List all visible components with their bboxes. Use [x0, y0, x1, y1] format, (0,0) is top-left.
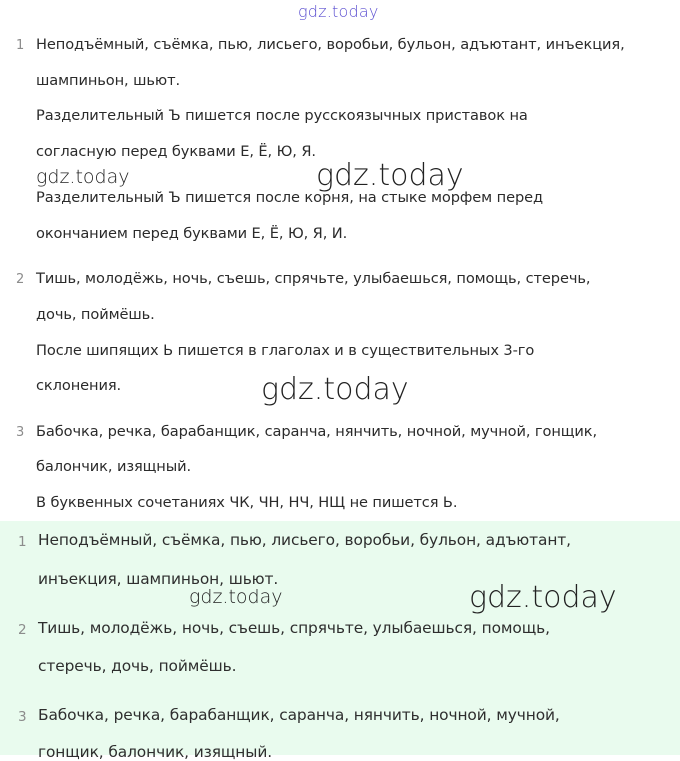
answer-line: Неподъёмный, съёмка, пью, лисьего, воробьи, бульон, адъютант, инъекция, — [36, 36, 625, 53]
watermark-text: gdz.today — [298, 2, 379, 21]
answer-line: Тишь, молодёжь, ночь, съешь, спрячьте, улыбаешься, помощь, — [38, 619, 550, 637]
watermark-text: gdz.today — [469, 580, 617, 615]
item-number: 1 — [18, 534, 27, 550]
watermark-text: gdz.today — [189, 586, 283, 608]
answer-panel — [0, 521, 680, 761]
answer-line: балончик, изящный. — [36, 458, 192, 475]
answer-line: инъекция, шампиньон, шьют. — [38, 570, 279, 588]
item-number: 3 — [18, 709, 27, 725]
rule-line: склонения. — [36, 377, 122, 394]
rule-line: После шипящих Ь пишется в глаголах и в существительных 3-го — [36, 342, 535, 359]
answer-line: Бабочка, речка, барабанщик, саранча, нянчить, ночной, мучной, гонщик, — [36, 423, 598, 440]
item-number: 2 — [16, 272, 25, 287]
rule-line: согласную перед буквами Е, Ё, Ю, Я. — [36, 143, 316, 160]
answer-line: стеречь, дочь, поймёшь. — [38, 657, 237, 675]
watermark-text: gdz.today — [36, 166, 130, 188]
item-number: 3 — [16, 425, 25, 440]
answer-line: дочь, поймёшь. — [36, 306, 155, 323]
rule-line: Разделительный Ъ пишется после корня, на стыке морфем перед — [36, 189, 543, 206]
item-number: 2 — [18, 622, 27, 638]
answer-line: гонщик, балончик, изящный. — [38, 743, 273, 761]
rule-line: окончанием перед буквами Е, Ё, Ю, Я, И. — [36, 225, 348, 242]
answer-line: Бабочка, речка, барабанщик, саранча, нянчить, ночной, мучной, — [38, 706, 560, 724]
rule-line: Разделительный Ъ пишется после русскоязычных приставок на — [36, 107, 528, 124]
answer-line: Неподъёмный, съёмка, пью, лисьего, воробьи, бульон, адъютант, — [38, 531, 571, 549]
answer-line: Тишь, молодёжь, ночь, съешь, спрячьте, улыбаешься, помощь, стеречь, — [36, 270, 591, 287]
rule-line: В буквенных сочетаниях ЧК, ЧН, НЧ, НЩ не пишется Ь. — [36, 494, 458, 511]
answer-line: шампиньон, шьют. — [36, 72, 181, 89]
watermark-text: gdz.today — [316, 158, 464, 193]
watermark-text: gdz.today — [261, 372, 409, 407]
item-number: 1 — [16, 38, 25, 53]
